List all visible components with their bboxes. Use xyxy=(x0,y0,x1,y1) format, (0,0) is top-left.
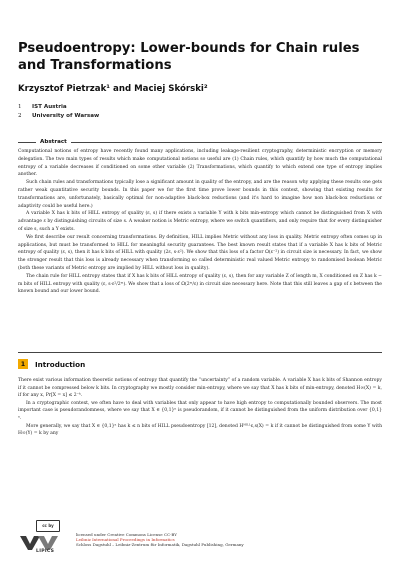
affiliation-number: 2 xyxy=(18,113,22,119)
heading-rule xyxy=(71,142,382,143)
abstract-paragraph: A variable X has k bits of HILL entropy of quality (ε, s) if there exists a variable Y with k bits min-entropy which cannot be distinguished from X with advantage ε by distinguishing circuits of size s. A weaker notion is Metric entropy, where we switch quantifiers, and only require that for every distinguisher of size s, such a Y exists. xyxy=(18,211,382,232)
body-paragraph: More generally, we say that X ∈ {0,1}ⁿ has k ≤ n bits of HILL pseudoentropy [12], denoted Hᴴᴵᴸᴸε,s(X) = k if it cannot be distinguished from some Y with H∞(Y) = k by any xyxy=(18,423,382,437)
abstract-paragraph: Computational notions of entropy have recently found many applications, including leakage-resilient cryptography, deterministic encryption or memory delegation. The two main types of results which make computational notions so useful are (1) Chain rules, which quantify by how much the computational entropy of a variable decreases if conditioned on some other variable (2) Transformations, which quantify to which extend one type of entropy implies another. xyxy=(18,149,382,178)
abstract-paragraph: We first describe our result concerning transformations. By definition, HILL implies Metric without any loss in quality. Metric entropy often comes up in applications, but must be transformed to HILL for meaningful security guarantees. The best known result states that if a variable X has k bits of Metric entropy of quality (ε, s), then it has k bits of HILL with quality (2ε, s·ε²). We show that this loss of a factor Ω(ε⁻²) in circuit size is necessary. In fact, we show the stronger result that this loss is already necessary when transforming so called deterministic real valued Metric entropy to randomised boolean Metric (both these variants of Metric entropy are implied by HILL without loss in quality). xyxy=(18,234,382,271)
section-heading xyxy=(18,358,382,370)
author-line: Krzysztof Pietrzak¹ and Maciej Skórski² xyxy=(18,84,208,94)
proceedings-line[interactable]: Leibniz International Proceedings in Informatics xyxy=(76,537,175,543)
abstract-paragraph: The chain rule for HILL entropy states that if X has k bits of HILL entropy of quality (ε, s), then for any variable Z of length m, X conditioned on Z has k − m bits of HILL entropy with quality (ε, s·ε²/2ᵐ). We show that a loss of Ω(2ᵐ/ε) in circuit size necessary here. Note that this still leaves a gap of ε between the known bound and our lower bound. xyxy=(18,273,382,295)
lipics-label: LIPICS xyxy=(36,549,55,554)
abstract-body xyxy=(18,148,382,296)
cc-license-badge: cc by xyxy=(36,520,60,532)
affiliation-name: IST Austria xyxy=(32,104,67,110)
body-paragraph: In a cryptographic context, we often have to deal with variables that only appear to have high entropy to computationally bounded observers. The most important case is pseudorandomness, where we say that X ∈ {0,1}ⁿ is pseudorandom, if it cannot be distinguished from the uniform distribution over {0,1}ⁿ. xyxy=(18,400,382,421)
body-paragraph: There exist various information theoretic notions of entropy that quantify the “uncertainty” of a random variable. A variable X has k bits of Shannon entropy if it cannot be compressed below k bits. In cryptography we mostly consider min-entropy, where we say that X has k bits of min-entropy, denoted H∞(X) = k, if for any x, Pr[X = x] ≤ 2⁻ᵏ. xyxy=(18,378,382,399)
affiliation-1 xyxy=(18,103,67,111)
abstract-paragraph: Such chain rules and transformations typically lose a significant amount in quality of the entropy, and are the reason why applying these results one gets rather weak quantitative security bounds. In this paper we for the first time prove lower bounds in this context, showing that existing results for transformations are, unfortunately, basically optimal for non-adaptive black-box reductions (and it's hard to imagine how non black-box reductions or adaptivity could be useful here.) xyxy=(18,180,382,209)
introduction-body xyxy=(18,377,382,438)
page-footer xyxy=(18,520,382,556)
abstract-divider xyxy=(18,352,382,353)
section-number-badge: 1 xyxy=(18,359,28,369)
abstract-heading xyxy=(18,137,382,147)
abstract-heading-label: Abstract xyxy=(40,139,67,145)
affiliation-2 xyxy=(18,112,99,120)
heading-rule xyxy=(18,142,36,143)
publisher-line: Schloss Dagstuhl – Leibniz-Zentrum für Informatik, Dagstuhl Publishing, Germany xyxy=(76,542,244,548)
license-line: licensed under Creative Commons License CC-BY xyxy=(76,532,177,537)
affiliation-number: 1 xyxy=(18,104,22,110)
affiliation-name: University of Warsaw xyxy=(32,113,100,119)
footer-lines xyxy=(76,532,376,548)
paper-title: Pseudoentropy: Lower-bounds for Chain rules and Transformations xyxy=(18,41,360,73)
section-title: Introduction xyxy=(35,359,86,369)
